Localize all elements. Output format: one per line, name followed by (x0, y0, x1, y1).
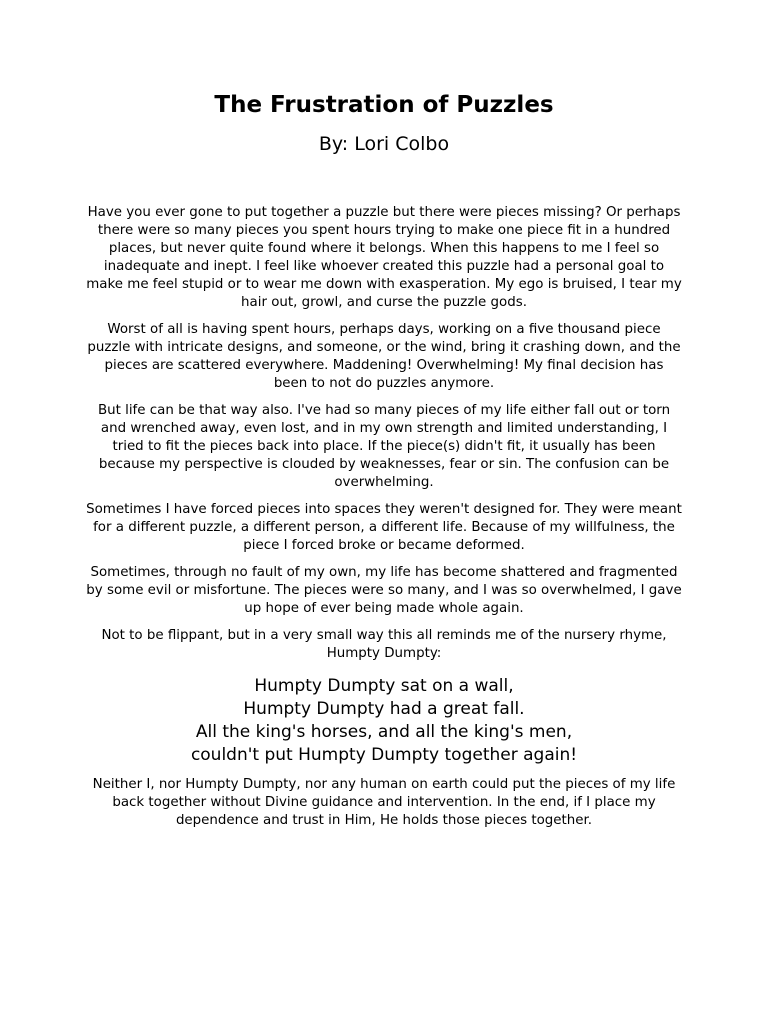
author-byline: By: Lori Colbo (318, 133, 450, 155)
paragraph: Have you ever gone to put together a puzzle but there were pieces missing? Or perhaps there were so many pieces you spent hours trying to make one piece fit in a hundred places, but never quite found where it belongs. When this happens to me I feel so inadequate and inept. I feel like whoever created this puzzle had a personal goal to make me feel stupid or to wear me down with exasperation. My ego is bruised, I tear my hair out, growl, and curse the puzzle gods. (86, 205, 682, 310)
paragraph: Not to be flippant, but in a very small way this all reminds me of the nursery rhyme, Humpty Dumpty: (101, 628, 667, 661)
nursery-rhyme (86, 675, 682, 767)
poem-line: All the king's horses, and all the king's men, (195, 722, 573, 742)
paragraph: Sometimes I have forced pieces into spaces they weren't designed for. They were meant for a different puzzle, a different person, a different life. Because of my willfulness, the piece I forced broke or became deformed. (86, 502, 682, 553)
poem-line: couldn't put Humpty Dumpty together again! (190, 745, 578, 765)
poem-line: Humpty Dumpty sat on a wall, (254, 676, 514, 696)
document-body (86, 204, 682, 839)
closing-paragraph: Neither I, nor Humpty Dumpty, nor any human on earth could put the pieces of my life back together without Divine guidance and intervention. In the end, if I place my dependence and trust in Him, He holds those pieces together. (92, 777, 676, 828)
paragraph: But life can be that way also. I've had so many pieces of my life either fall out or torn and wrenched away, even lost, and in my own strength and limited understanding, I tried to fit the pieces back into place. If the piece(s) didn't fit, it usually has been because my perspective is clouded by weaknesses, fear or sin. The confusion can be overwhelming. (97, 403, 671, 490)
document-title: The Frustration of Puzzles (214, 92, 554, 118)
poem-line: Humpty Dumpty had a great fall. (243, 699, 525, 719)
paragraph: Worst of all is having spent hours, perhaps days, working on a five thousand piece puzzle with intricate designs, and someone, or the wind, bring it crashing down, and the pieces are scattered everywhere. Maddening! Overwhelming! My final decision has been to not do puzzles anymore. (87, 322, 681, 391)
paragraph: Sometimes, through no fault of my own, my life has become shattered and fragmented by some evil or misfortune. The pieces were so many, and I was so overwhelmed, I gave up hope of ever being made whole again. (86, 565, 682, 616)
